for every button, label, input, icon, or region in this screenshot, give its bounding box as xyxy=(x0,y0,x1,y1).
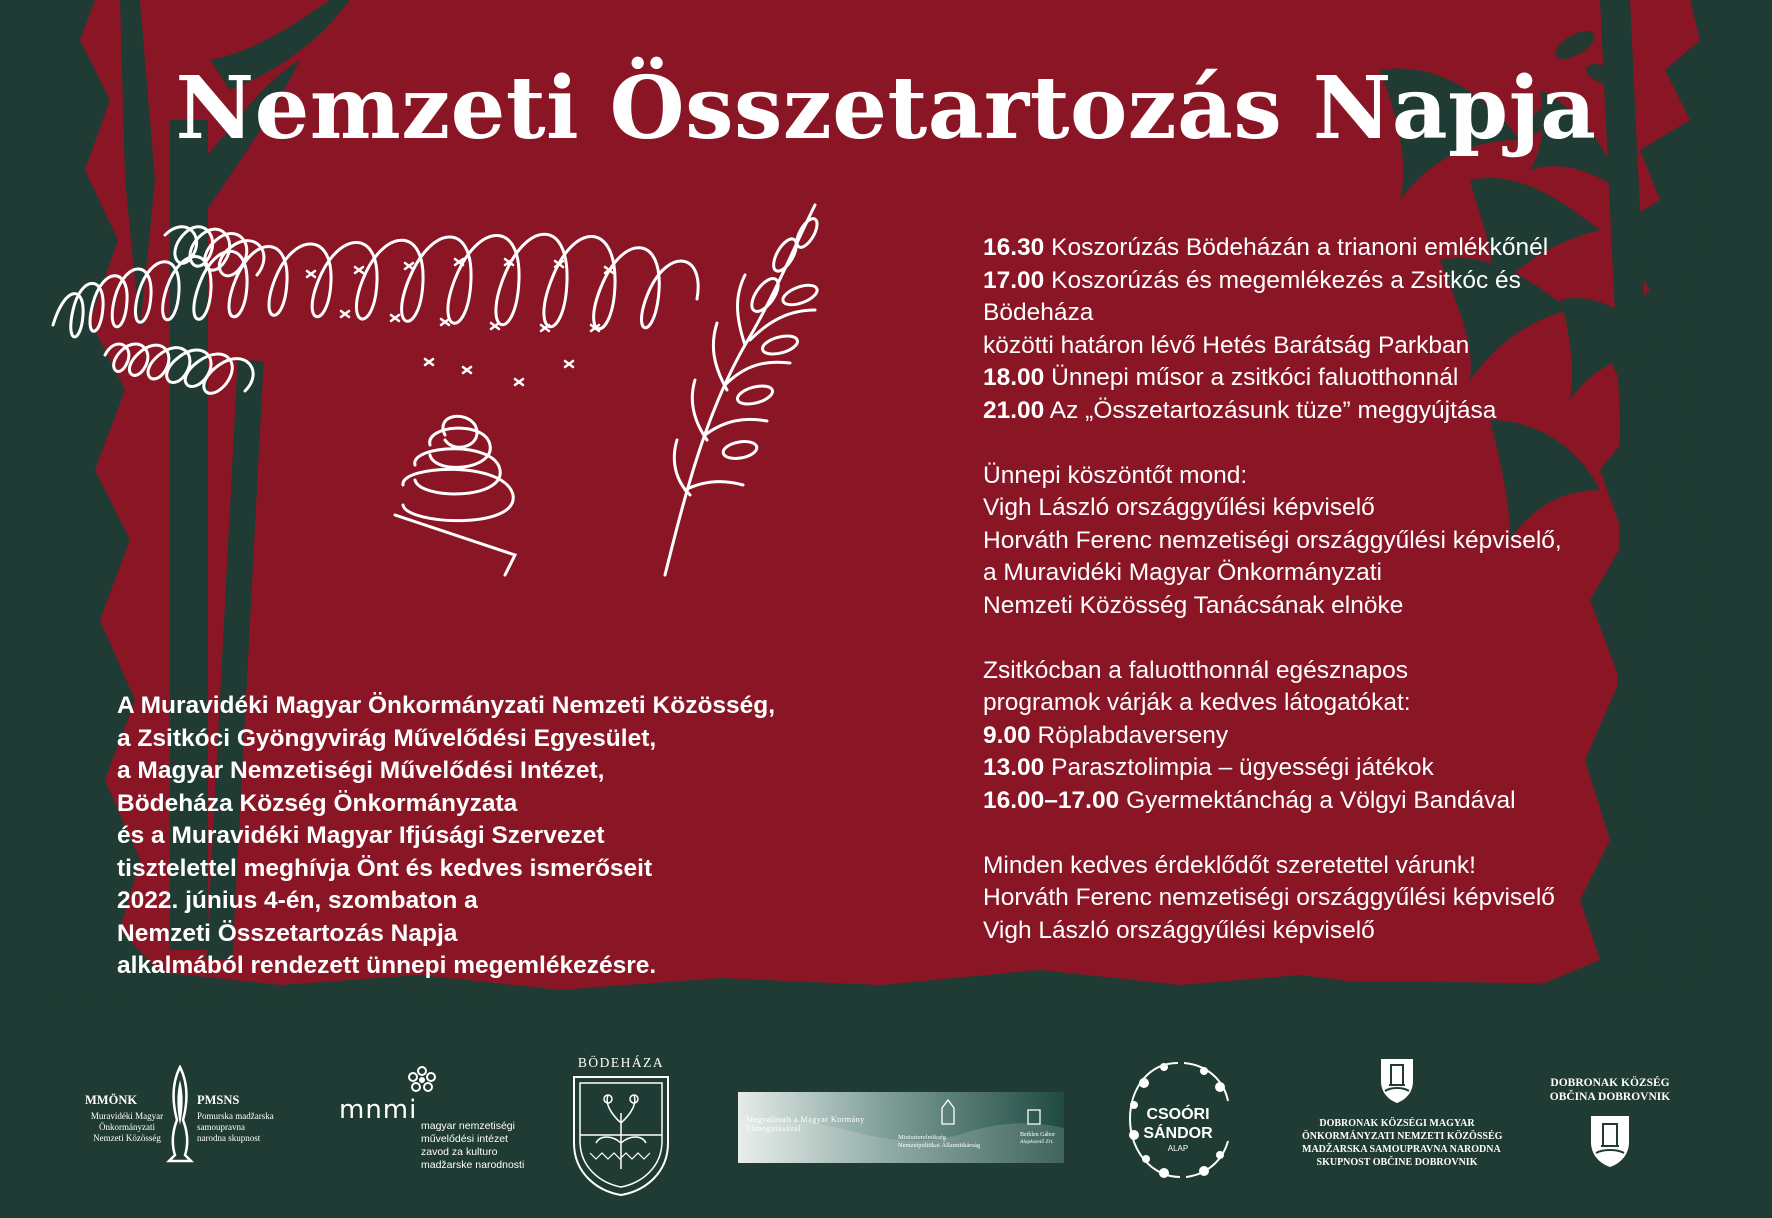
mmonk-logo xyxy=(85,1065,300,1175)
bodehaza-name: BÖDEHÁZA xyxy=(577,1055,665,1070)
program-item xyxy=(983,785,1562,818)
spacer xyxy=(983,817,1562,850)
csoori-sandor-alap-logo xyxy=(1124,1055,1244,1205)
spacer xyxy=(983,427,1562,460)
mnmi-subtitle: magyar nemzetiségi művelődési intézet zavod za kulturo madžarske narodnosti xyxy=(421,1120,525,1171)
pmsns-subtitle: Pomurska madžarska samoupravna narodna skupnost xyxy=(197,1111,274,1143)
schedule-text: Az „Összetartozásunk tüze” meggyújtása xyxy=(1049,396,1497,424)
schedule-text: közötti határon lévő Hetés Barátság Parkban xyxy=(983,331,1470,359)
schedule-text: Ünnepi műsor a zsitkóci faluotthonnál xyxy=(1051,364,1459,391)
dobronak-kozseg-logo xyxy=(1530,1076,1690,1206)
shield-icon xyxy=(1377,1055,1417,1105)
dobronak-magyar-logo xyxy=(1302,1055,1503,1205)
invitation-line: Bödeháza Község Önkormányzata xyxy=(117,789,518,817)
invitation-line: tisztelettel meghívja Önt és kedves ismerőseit xyxy=(117,854,653,882)
program-time: 16.00–17.00 xyxy=(983,786,1120,814)
csoori-name: ALAP xyxy=(1167,1144,1189,1153)
schedule-time: 18.00 xyxy=(983,364,1045,391)
schedule-time: 17.00 xyxy=(983,266,1045,294)
pmsns-name: PMSNS xyxy=(197,1093,240,1107)
government-support-text: Megvalósult a Magyar Kormány xyxy=(746,1115,865,1124)
sponsor-logos xyxy=(0,1045,1772,1218)
invitation-line: a Magyar Nemzetiségi Művelődési Intézet, xyxy=(117,757,605,784)
shield-icon xyxy=(1587,1112,1633,1170)
invitation-line: a Zsitkóci Gyöngyvirág Művelődési Egyesület, xyxy=(117,724,657,752)
ministry-name: Miniszterelnökség xyxy=(898,1134,947,1141)
flame-icon xyxy=(165,1065,195,1165)
invitation-line: és a Muravidéki Magyar Ifjúsági Szervezet xyxy=(117,822,605,849)
program-item xyxy=(983,720,1562,753)
speakers-intro: Ünnepi köszöntőt mond: xyxy=(983,461,1248,489)
bethlen-name: Bethlen Gábor xyxy=(1020,1132,1056,1138)
program-text: Parasztolimpia – ügyességi játékok xyxy=(1051,754,1434,781)
dobronak-magyar-text: DOBRONAK KÖZSÉGI MAGYAR ÖNKORMÁNYZATI NEMZETI KÖZÖSSÉG MADŽARSKA SAMOUPRAVNA NARODNA SKUPNOST OBČINE DOBROVNIK xyxy=(1302,1118,1503,1168)
program-text xyxy=(983,232,1562,947)
speaker-line: Nemzeti Közösség Tanácsának elnöke xyxy=(983,591,1404,619)
csoori-name: SÁNDOR xyxy=(1143,1125,1213,1142)
bethlen-name: Alapkezelő Zrt. xyxy=(1020,1139,1054,1145)
barbed-wire-branch-illustration xyxy=(45,195,925,645)
program-time: 9.00 xyxy=(983,721,1031,749)
invitation-line: A Muravidéki Magyar Önkormányzati Nemzeti Közösség, xyxy=(117,692,776,719)
schedule-text: Bödeháza xyxy=(983,299,1094,326)
program-item xyxy=(983,752,1562,785)
schedule-item xyxy=(983,232,1562,265)
schedule-time: 16.30 xyxy=(983,234,1045,261)
speaker-line: Vigh László országgyűlési képviselő xyxy=(983,494,1375,521)
dobronak-kozseg-text: DOBRONAK KÖZSÉG OBČINA DOBROVNIK xyxy=(1549,1077,1671,1103)
programs-intro: Zsitkócban a faluotthonnál egésznapos xyxy=(983,656,1408,684)
csoori-name: CSOÓRI xyxy=(1146,1106,1210,1123)
coat-of-arms-icon xyxy=(570,1073,672,1198)
closing-line: Minden kedves érdeklődőt szeretettel várunk! xyxy=(983,851,1476,879)
ministry-name: Nemzetpolitikai Államtitkárság xyxy=(898,1142,981,1149)
speaker-line: a Muravidéki Magyar Önkormányzati xyxy=(983,559,1382,586)
invitation-line: Nemzeti Összetartozás Napja xyxy=(117,919,458,947)
closing-line: Vigh László országgyűlési képviselő xyxy=(983,916,1375,944)
invitation-line: 2022. június 4-én, szombaton a xyxy=(117,887,478,914)
invitation-text xyxy=(117,690,775,983)
mmonk-subtitle: Muravidéki Magyar Önkormányzati Nemzeti Közösség xyxy=(90,1111,164,1143)
schedule-item xyxy=(983,362,1562,395)
schedule-item xyxy=(983,395,1562,428)
schedule-item xyxy=(983,265,1562,298)
program-text: Gyermektánchág a Völgyi Bandával xyxy=(1126,786,1516,814)
program-text: Röplabdaverseny xyxy=(1037,721,1229,749)
mnmi-name: mnmi xyxy=(339,1095,418,1125)
mnmi-logo xyxy=(337,1065,527,1195)
flower-icon xyxy=(407,1065,437,1099)
poster-title: Nemzeti Összetartozás Napja xyxy=(175,58,1597,159)
schedule-time: 21.00 xyxy=(983,396,1045,424)
invitation-line: alkalmából rendezett ünnepi megemlékezésre. xyxy=(117,952,657,979)
program-time: 13.00 xyxy=(983,754,1045,781)
speaker-line: Horváth Ferenc nemzetiségi országgyűlési képviselő, xyxy=(983,526,1562,554)
schedule-text: Koszorúzás és megemlékezés a Zsitkóc és xyxy=(1051,266,1521,294)
mmonk-name: MMÖNK xyxy=(85,1093,138,1107)
programs-intro: programok várják a kedves látogatókat: xyxy=(983,689,1411,716)
bodehaza-logo xyxy=(566,1055,676,1205)
schedule-text: Koszorúzás Bödeházán a trianoni emlékkőnél xyxy=(1051,234,1549,261)
government-support-logo xyxy=(738,1092,1064,1163)
government-support-text: Támogatásával xyxy=(746,1124,801,1133)
closing-line: Horváth Ferenc nemzetiségi országgyűlési képviselő xyxy=(983,884,1555,911)
spacer xyxy=(983,622,1562,655)
